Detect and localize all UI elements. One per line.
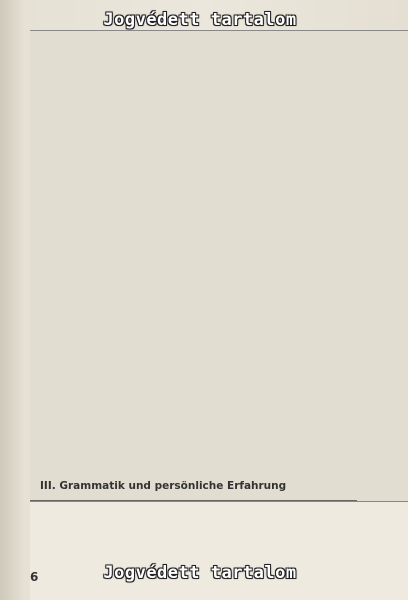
page-number: 6 xyxy=(30,570,39,584)
contents-table-section-3 xyxy=(30,500,382,537)
row-page xyxy=(30,501,408,600)
contents-rows xyxy=(30,44,382,335)
table-row xyxy=(30,313,382,335)
section-heading: III. Grammatik und persönliche Erfahrung xyxy=(40,480,287,492)
table-row xyxy=(30,515,382,537)
contents-rows-section-3 xyxy=(30,501,382,537)
watermark-top: Jogvédett tartalom xyxy=(103,10,297,30)
watermark-bottom: Jogvédett tartalom xyxy=(103,563,297,583)
contents-table xyxy=(30,30,383,335)
